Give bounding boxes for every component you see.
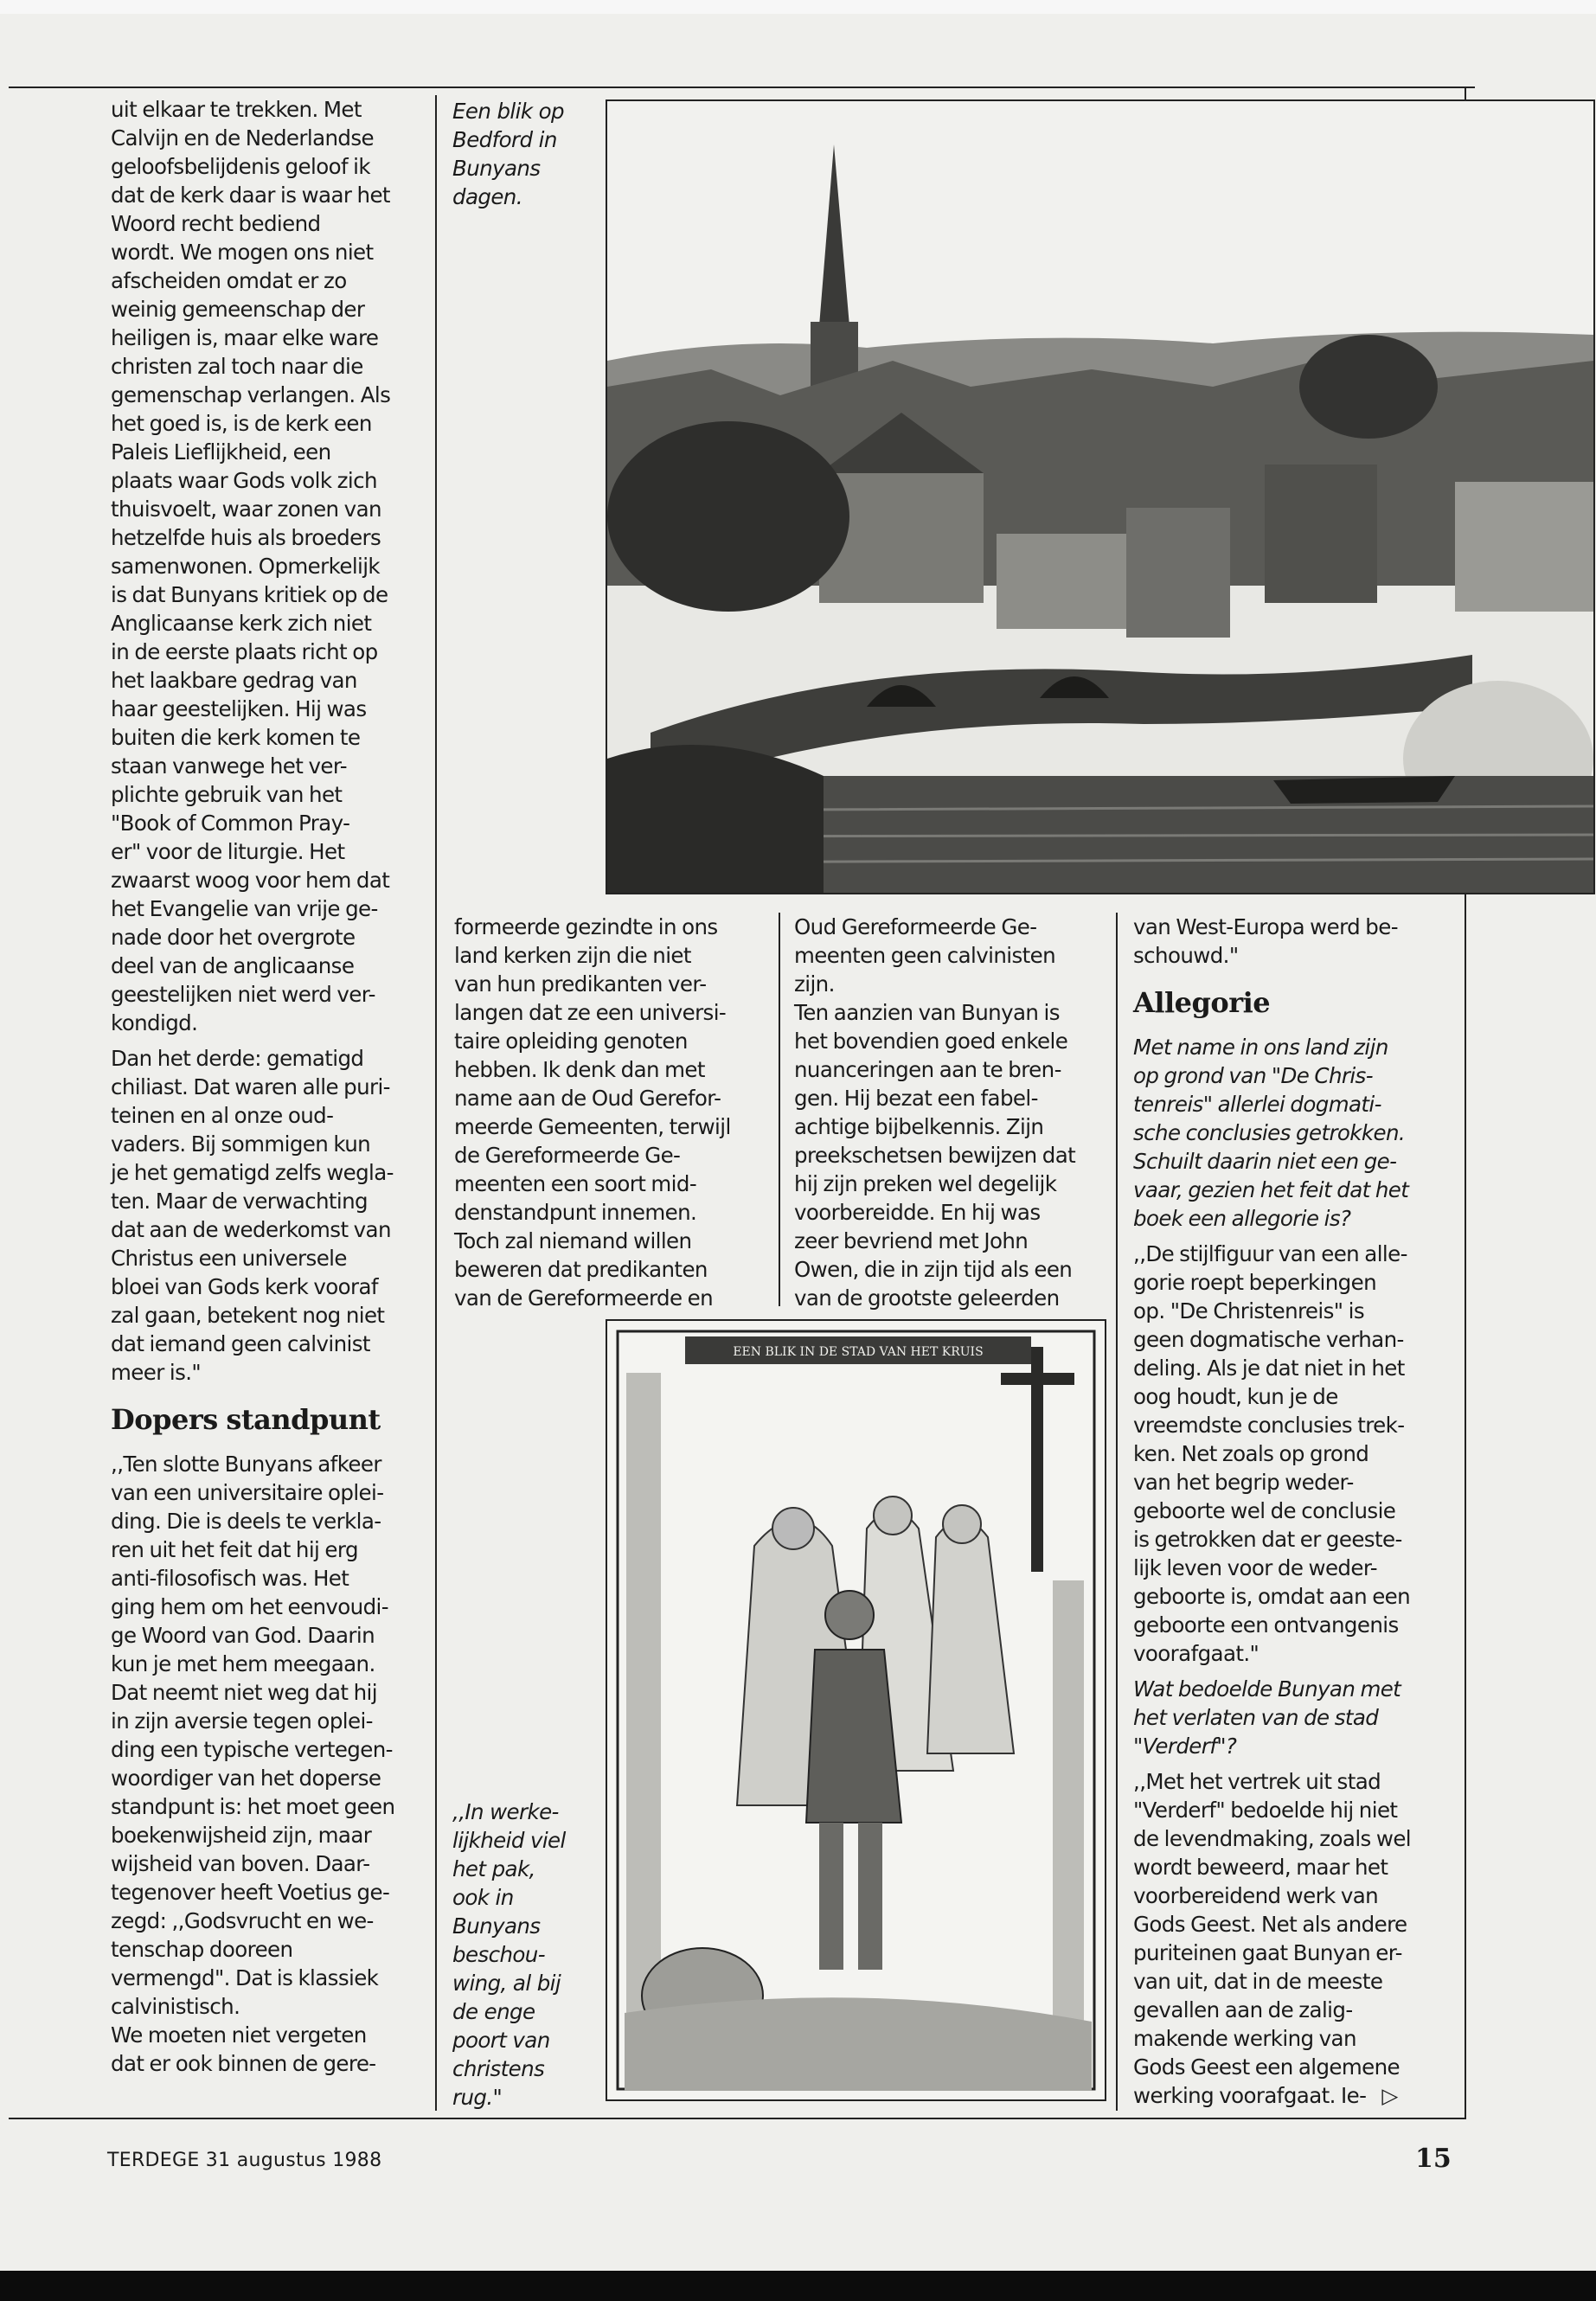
interview-question-2: Wat bedoelde Bunyan met het verlaten van de stad "Verderf"? xyxy=(1133,1676,1401,1759)
scan-top-margin xyxy=(0,0,1596,14)
burden-illustration xyxy=(606,1319,1106,2101)
page-number: 15 xyxy=(1415,2144,1452,2174)
section-heading-dopers-standpunt: Dopers standpunt xyxy=(111,1403,381,1436)
article-column-3 xyxy=(794,913,1110,1319)
column-divider-2 xyxy=(779,913,780,1306)
top-frame-rule xyxy=(9,87,1475,88)
bedford-engraving xyxy=(606,99,1595,894)
bottom-frame-rule xyxy=(9,2118,1466,2119)
burden-illustration-art xyxy=(607,1321,1105,2099)
column-1-paragraph-1: uit elkaar te trekken. Met Calvijn en de Nederlandse geloofsbelijdenis geloof ik dat de kerk daar is waar het Woord recht bediend wordt. We mogen ons niet afscheiden omdat er zo weinig gemeenschap der heiligen is, maar elke ware christen zal toch naar die gemenschap verlangen. Als het goed is, is de kerk een Paleis Lieflijkheid, een plaats waar Gods volk zich thuisvoelt, waar zonen van hetzelfde huis als broeders samenwonen. Opmerkelijk is dat Bunyans kritiek op de Anglicaanse kerk zich niet in de eerste plaats richt op het laakbare gedrag van haar geestelijken. Hij was buiten die kerk komen te staan vanwege het ver- plichte gebruik van het "Book of Common Pray- er" voor de liturgie. Het zwaarst woog voor hem dat het Evangelie van vrije ge- nade door het overgrote deel van de anglicaanse geestelijken niet werd ver- kondigd. xyxy=(111,97,391,1035)
interview-question-1: Met name in ons land zijn op grond van "De Chris- tenreis" allerlei dogmati- sche conclusies getrokken. Schuilt daarin niet een ge- vaar, gezien het feit dat het boek een allegorie is? xyxy=(1133,1035,1409,1231)
footer-publication: TERDEGE 31 augustus 1988 xyxy=(107,2150,382,2171)
interview-answer-2: ,,Met het vertrek uit stad "Verderf" bedoelde hij niet de levendmaking, zoals wel wordt beweerd, maar het voorbereidend werk van Gods Geest. Net als andere puriteinen gaat Bunyan er- van uit, dat in de meeste gevallen aan de zalig- makende werking van Gods Geest een algemene werking voorafgaat. Ie- xyxy=(1133,1769,1412,2108)
column-1-paragraph-2: Dan het derde: gematigd chiliast. Dat waren alle puri- teinen en al onze oud- vaders. Bij sommigen kun je het gematigd zelfs wegla- ten. Maar de verwachting dat aan de wederkomst van Christus een universele bloei van Gods kerk vooraf zal gaan, betekent nog niet dat iemand geen calvinist meer is." xyxy=(111,1046,394,1385)
caption-bedford: Een blik op Bedford in Bunyans dagen. xyxy=(452,99,564,209)
section-heading-allegorie: Allegorie xyxy=(1133,986,1271,1019)
caption-burden: ,,In werke- lijkheid viel het pak, ook in Bunyans beschou- wing, al bij de enge poort van christens rug." xyxy=(452,1799,566,2110)
column-divider-1 xyxy=(435,95,437,2111)
column-4-paragraph-1: van West-Europa werd be- schouwd." xyxy=(1133,914,1398,968)
article-column-1 xyxy=(111,95,426,2085)
column-3-paragraph-1: Oud Gereformeerde Ge- meenten geen calvinisten zijn. Ten aanzien van Bunyan is het bovendien goed enkele nuanceringen aan te bren- gen. Hij bezat een fabel- achtige bijbelkennis. Zijn preekschetsen bewijzen dat hij zijn preken wel degelijk voorbereidde. En hij was zeer bevriend met John Owen, die in zijn tijd als een van de grootste geleerden xyxy=(794,914,1076,1311)
bedford-engraving-art xyxy=(607,101,1593,893)
column-divider-3 xyxy=(1116,913,1118,2111)
article-column-2 xyxy=(454,913,774,1319)
column-2-paragraph-1: formeerde gezindte in ons land kerken zijn die niet van hun predikanten ver- langen dat ze een universi- taire opleiding genoten hebben. Ik denk dan met name aan de Oud Gerefor- meerde Gemeenten, terwijl de Gereformeerde Ge- meenten een soort mid- denstandpunt innemen. Toch zal niemand willen beweren dat predikanten van de Gereformeerde en xyxy=(454,914,731,1311)
column-1-paragraph-3: ,,Ten slotte Bunyans afkeer van een universitaire oplei- ding. Die is deels te verkla- ren uit het feit dat hij erg anti-filosofisch was. Het ging hem om het eenvoudi- ge Woord van God. Daarin kun je met hem meegaan. Dat neemt niet weg dat hij in zijn aversie tegen oplei- ding een typische vertegen- woordiger van het doperse standpunt is: het moet geen boekenwijsheid zijn, maar wijsheid van boven. Daar- tegenover heeft Voetius ge- zegd: ,,Godsvrucht en we- tenschap dooreen vermengd". Dat is klassiek calvinistisch. We moeten niet vergeten dat er ook binnen de gere- xyxy=(111,1452,395,2076)
continue-arrow-icon: ▷ xyxy=(1381,2083,1398,2108)
illustration-banner-text: EEN BLIK IN DE STAD VAN HET KRUIS xyxy=(733,1345,984,1359)
scan-bottom-edge xyxy=(0,2271,1596,2301)
interview-answer-1: ,,De stijlfiguur van een alle- gorie roept beperkingen op. "De Christenreis" is geen dogmatische verhan- deling. Als je dat niet in het oog houdt, kun je de vreemdste conclusies trek- ken. Net zoals op grond van het begrip weder- geboorte wel de conclusie is getrokken dat er geeste- lijk leven voor de weder- geboorte is, omdat aan een geboorte een ontvangenis voorafgaat." xyxy=(1133,1241,1411,1666)
article-column-4 xyxy=(1133,913,1462,2110)
